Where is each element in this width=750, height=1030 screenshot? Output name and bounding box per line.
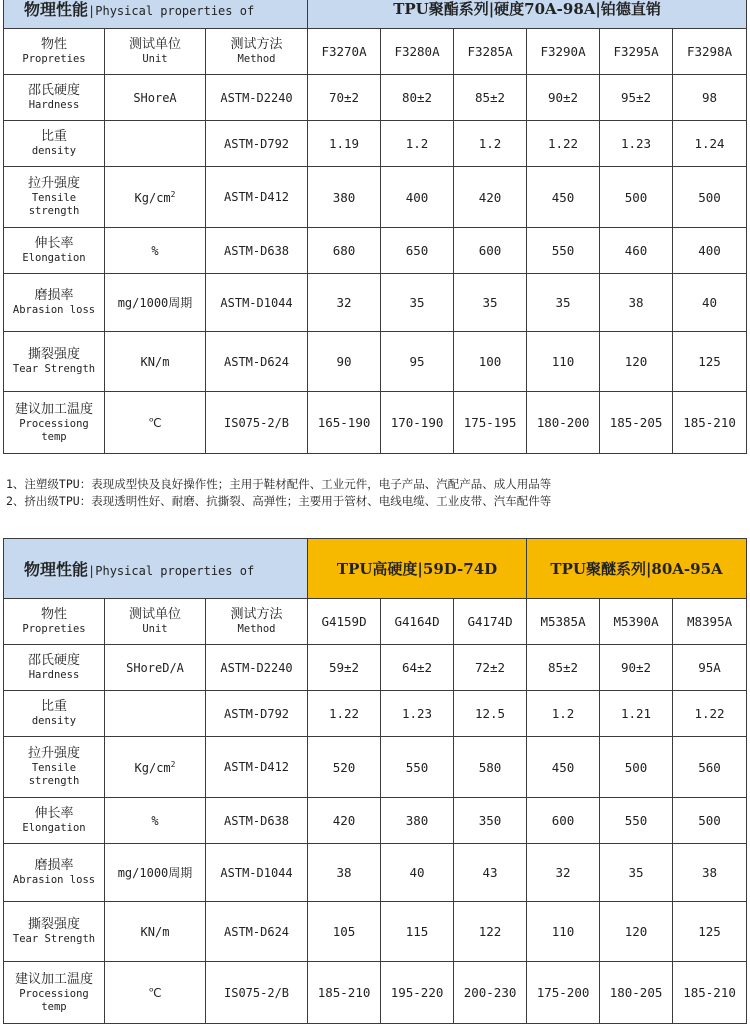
property-label: 磨损率 Abrasion loss [4, 844, 105, 902]
value-cell: 72±2 [454, 645, 527, 691]
value-cell: 95A [673, 645, 747, 691]
value-cell: 95±2 [600, 75, 673, 121]
series-a-title: TPU高硬度|59D-74D [308, 539, 527, 599]
value-cell: 460 [600, 228, 673, 274]
value-cell: 185-210 [673, 392, 747, 454]
header-en: |Physical properties of [88, 4, 255, 18]
method-cell: ASTM-D1044 [206, 274, 308, 332]
value-cell: 90±2 [527, 75, 600, 121]
value-cell: 85±2 [454, 75, 527, 121]
header-cn: 物理性能 [24, 0, 89, 19]
grade-code: M5390A [600, 599, 673, 645]
unit-col-label: 测试单位 Unit [105, 599, 206, 645]
table-row [4, 962, 747, 1024]
value-cell: 550 [527, 228, 600, 274]
unit-cell: KN/m [105, 902, 206, 962]
unit-cell: mg/1000周期 [105, 274, 206, 332]
value-cell: 550 [600, 798, 673, 844]
table-row [4, 392, 747, 454]
value-cell: 185-210 [673, 962, 747, 1024]
value-cell: 185-210 [308, 962, 381, 1024]
value-cell: 59±2 [308, 645, 381, 691]
unit-cell: ℃ [105, 392, 206, 454]
value-cell: 1.24 [673, 121, 747, 167]
method-cell: ASTM-D1044 [206, 844, 308, 902]
value-cell: 500 [600, 167, 673, 228]
value-cell: 380 [308, 167, 381, 228]
property-label: 伸长率 Elongation [4, 228, 105, 274]
value-cell: 1.19 [308, 121, 381, 167]
value-cell: 35 [454, 274, 527, 332]
value-cell: 175-195 [454, 392, 527, 454]
value-cell: 120 [600, 332, 673, 392]
method-cell: IS075-2/B [206, 392, 308, 454]
value-cell: 180-200 [527, 392, 600, 454]
value-cell: 450 [527, 167, 600, 228]
grade-code: F3280A [381, 29, 454, 75]
value-cell: 175-200 [527, 962, 600, 1024]
usage-notes [6, 476, 746, 510]
method-cell: ASTM-D638 [206, 228, 308, 274]
value-cell: 64±2 [381, 645, 454, 691]
value-cell: 43 [454, 844, 527, 902]
value-cell: 38 [600, 274, 673, 332]
value-cell: 40 [381, 844, 454, 902]
value-cell: 1.22 [308, 691, 381, 737]
note-injection: 1、注塑级TPU：表现成型快及良好操作性；主用于鞋材配件、工业元件，电子产品、汽配产品、成人用品等 [6, 477, 552, 491]
value-cell: 580 [454, 737, 527, 798]
value-cell: 35 [600, 844, 673, 902]
grade-code: G4174D [454, 599, 527, 645]
table-row [4, 798, 747, 844]
unit-cell: ℃ [105, 962, 206, 1024]
value-cell: 400 [673, 228, 747, 274]
value-cell: 550 [381, 737, 454, 798]
property-label: 建议加工温度 Processiong temp [4, 962, 105, 1024]
method-col-label: 测试方法 Method [206, 599, 308, 645]
value-cell: 122 [454, 902, 527, 962]
grade-code: M8395A [673, 599, 747, 645]
value-cell: 12.5 [454, 691, 527, 737]
column-label-row [4, 599, 747, 645]
physical-properties-header [4, 539, 308, 599]
properties-table-high-hardness-polyether [3, 538, 747, 1024]
value-cell: 125 [673, 902, 747, 962]
header-en: |Physical properties of [88, 564, 255, 578]
unit-cell: $Kg/cm^2$ [105, 737, 206, 798]
unit-cell: % [105, 228, 206, 274]
value-cell: 680 [308, 228, 381, 274]
table-row [4, 274, 747, 332]
property-col-label: 物性 Propreties [4, 29, 105, 75]
value-cell: 200-230 [454, 962, 527, 1024]
value-cell: 35 [527, 274, 600, 332]
series-b-title: TPU聚醚系列|80A-95A [527, 539, 747, 599]
grade-code: G4164D [381, 599, 454, 645]
method-cell: ASTM-D412 [206, 737, 308, 798]
value-cell: 38 [673, 844, 747, 902]
value-cell: 520 [308, 737, 381, 798]
property-label: 撕裂强度 Tear Strength [4, 902, 105, 962]
table-row [4, 167, 747, 228]
value-cell: 38 [308, 844, 381, 902]
property-label: 比重 density [4, 121, 105, 167]
grade-code: F3285A [454, 29, 527, 75]
value-cell: 1.2 [381, 121, 454, 167]
note-extrusion: 2、挤出级TPU：表现透明性好、耐磨、抗撕裂、高弹性；主要用于管材、电线电缆、工业皮带、汽车配件等 [6, 494, 552, 508]
value-cell: 1.21 [600, 691, 673, 737]
value-cell: 98 [673, 75, 747, 121]
value-cell: 1.23 [381, 691, 454, 737]
value-cell: 420 [454, 167, 527, 228]
grade-code: G4159D [308, 599, 381, 645]
value-cell: 105 [308, 902, 381, 962]
unit-cell [105, 121, 206, 167]
value-cell: 85±2 [527, 645, 600, 691]
property-label: 建议加工温度 Processiong temp [4, 392, 105, 454]
value-cell: 1.22 [673, 691, 747, 737]
property-label: 撕裂强度 Tear Strength [4, 332, 105, 392]
unit-cell: SHoreD/A [105, 645, 206, 691]
unit-col-label: 测试单位 Unit [105, 29, 206, 75]
value-cell: 1.2 [527, 691, 600, 737]
value-cell: 1.23 [600, 121, 673, 167]
value-cell: 1.22 [527, 121, 600, 167]
value-cell: 40 [673, 274, 747, 332]
series-title: TPU聚酯系列|硬度70A-98A|铂德直销 [308, 0, 747, 29]
value-cell: 1.2 [454, 121, 527, 167]
table-row [4, 737, 747, 798]
property-label: 邵氏硬度 Hardness [4, 75, 105, 121]
property-label: 磨损率 Abrasion loss [4, 274, 105, 332]
method-cell: ASTM-D792 [206, 121, 308, 167]
value-cell: 500 [673, 167, 747, 228]
value-cell: 500 [673, 798, 747, 844]
value-cell: 650 [381, 228, 454, 274]
value-cell: 32 [527, 844, 600, 902]
value-cell: 420 [308, 798, 381, 844]
table-row [4, 75, 747, 121]
physical-properties-header [4, 0, 308, 29]
table-row [4, 332, 747, 392]
value-cell: 400 [381, 167, 454, 228]
method-cell: ASTM-D2240 [206, 645, 308, 691]
value-cell: 90 [308, 332, 381, 392]
value-cell: 120 [600, 902, 673, 962]
value-cell: 450 [527, 737, 600, 798]
value-cell: 195-220 [381, 962, 454, 1024]
value-cell: 600 [527, 798, 600, 844]
unit-cell [105, 691, 206, 737]
table-header-row [4, 539, 747, 599]
value-cell: 350 [454, 798, 527, 844]
grade-code: F3290A [527, 29, 600, 75]
value-cell: 90±2 [600, 645, 673, 691]
value-cell: 380 [381, 798, 454, 844]
table-header-row [4, 0, 747, 29]
value-cell: 500 [600, 737, 673, 798]
value-cell: 110 [527, 902, 600, 962]
value-cell: 165-190 [308, 392, 381, 454]
value-cell: 600 [454, 228, 527, 274]
method-cell: ASTM-D2240 [206, 75, 308, 121]
value-cell: 115 [381, 902, 454, 962]
table-row [4, 228, 747, 274]
value-cell: 560 [673, 737, 747, 798]
property-label: 邵氏硬度 Hardness [4, 645, 105, 691]
value-cell: 80±2 [381, 75, 454, 121]
value-cell: 32 [308, 274, 381, 332]
grade-code: F3298A [673, 29, 747, 75]
unit-cell: SHoreA [105, 75, 206, 121]
table-row [4, 645, 747, 691]
value-cell: 110 [527, 332, 600, 392]
value-cell: 125 [673, 332, 747, 392]
table-row [4, 121, 747, 167]
property-label: 比重 density [4, 691, 105, 737]
unit-cell: % [105, 798, 206, 844]
method-col-label: 测试方法 Method [206, 29, 308, 75]
unit-cell: mg/1000周期 [105, 844, 206, 902]
header-cn: 物理性能 [24, 560, 89, 579]
table-row [4, 691, 747, 737]
property-label: 伸长率 Elongation [4, 798, 105, 844]
value-cell: 185-205 [600, 392, 673, 454]
unit-cell: $Kg/cm^2$ [105, 167, 206, 228]
method-cell: ASTM-D638 [206, 798, 308, 844]
property-label: 拉升强度 Tensile strength [4, 737, 105, 798]
value-cell: 35 [381, 274, 454, 332]
properties-table-polyester [3, 0, 747, 454]
value-cell: 100 [454, 332, 527, 392]
value-cell: 180-205 [600, 962, 673, 1024]
method-cell: IS075-2/B [206, 962, 308, 1024]
table-row [4, 902, 747, 962]
grade-code: M5385A [527, 599, 600, 645]
method-cell: ASTM-D624 [206, 902, 308, 962]
table-row [4, 844, 747, 902]
property-label: 拉升强度 Tensile strength [4, 167, 105, 228]
method-cell: ASTM-D792 [206, 691, 308, 737]
method-cell: ASTM-D624 [206, 332, 308, 392]
unit-cell: KN/m [105, 332, 206, 392]
grade-code: F3295A [600, 29, 673, 75]
property-col-label: 物性 Propreties [4, 599, 105, 645]
column-label-row [4, 29, 747, 75]
value-cell: 95 [381, 332, 454, 392]
grade-code: F3270A [308, 29, 381, 75]
value-cell: 70±2 [308, 75, 381, 121]
value-cell: 170-190 [381, 392, 454, 454]
method-cell: ASTM-D412 [206, 167, 308, 228]
